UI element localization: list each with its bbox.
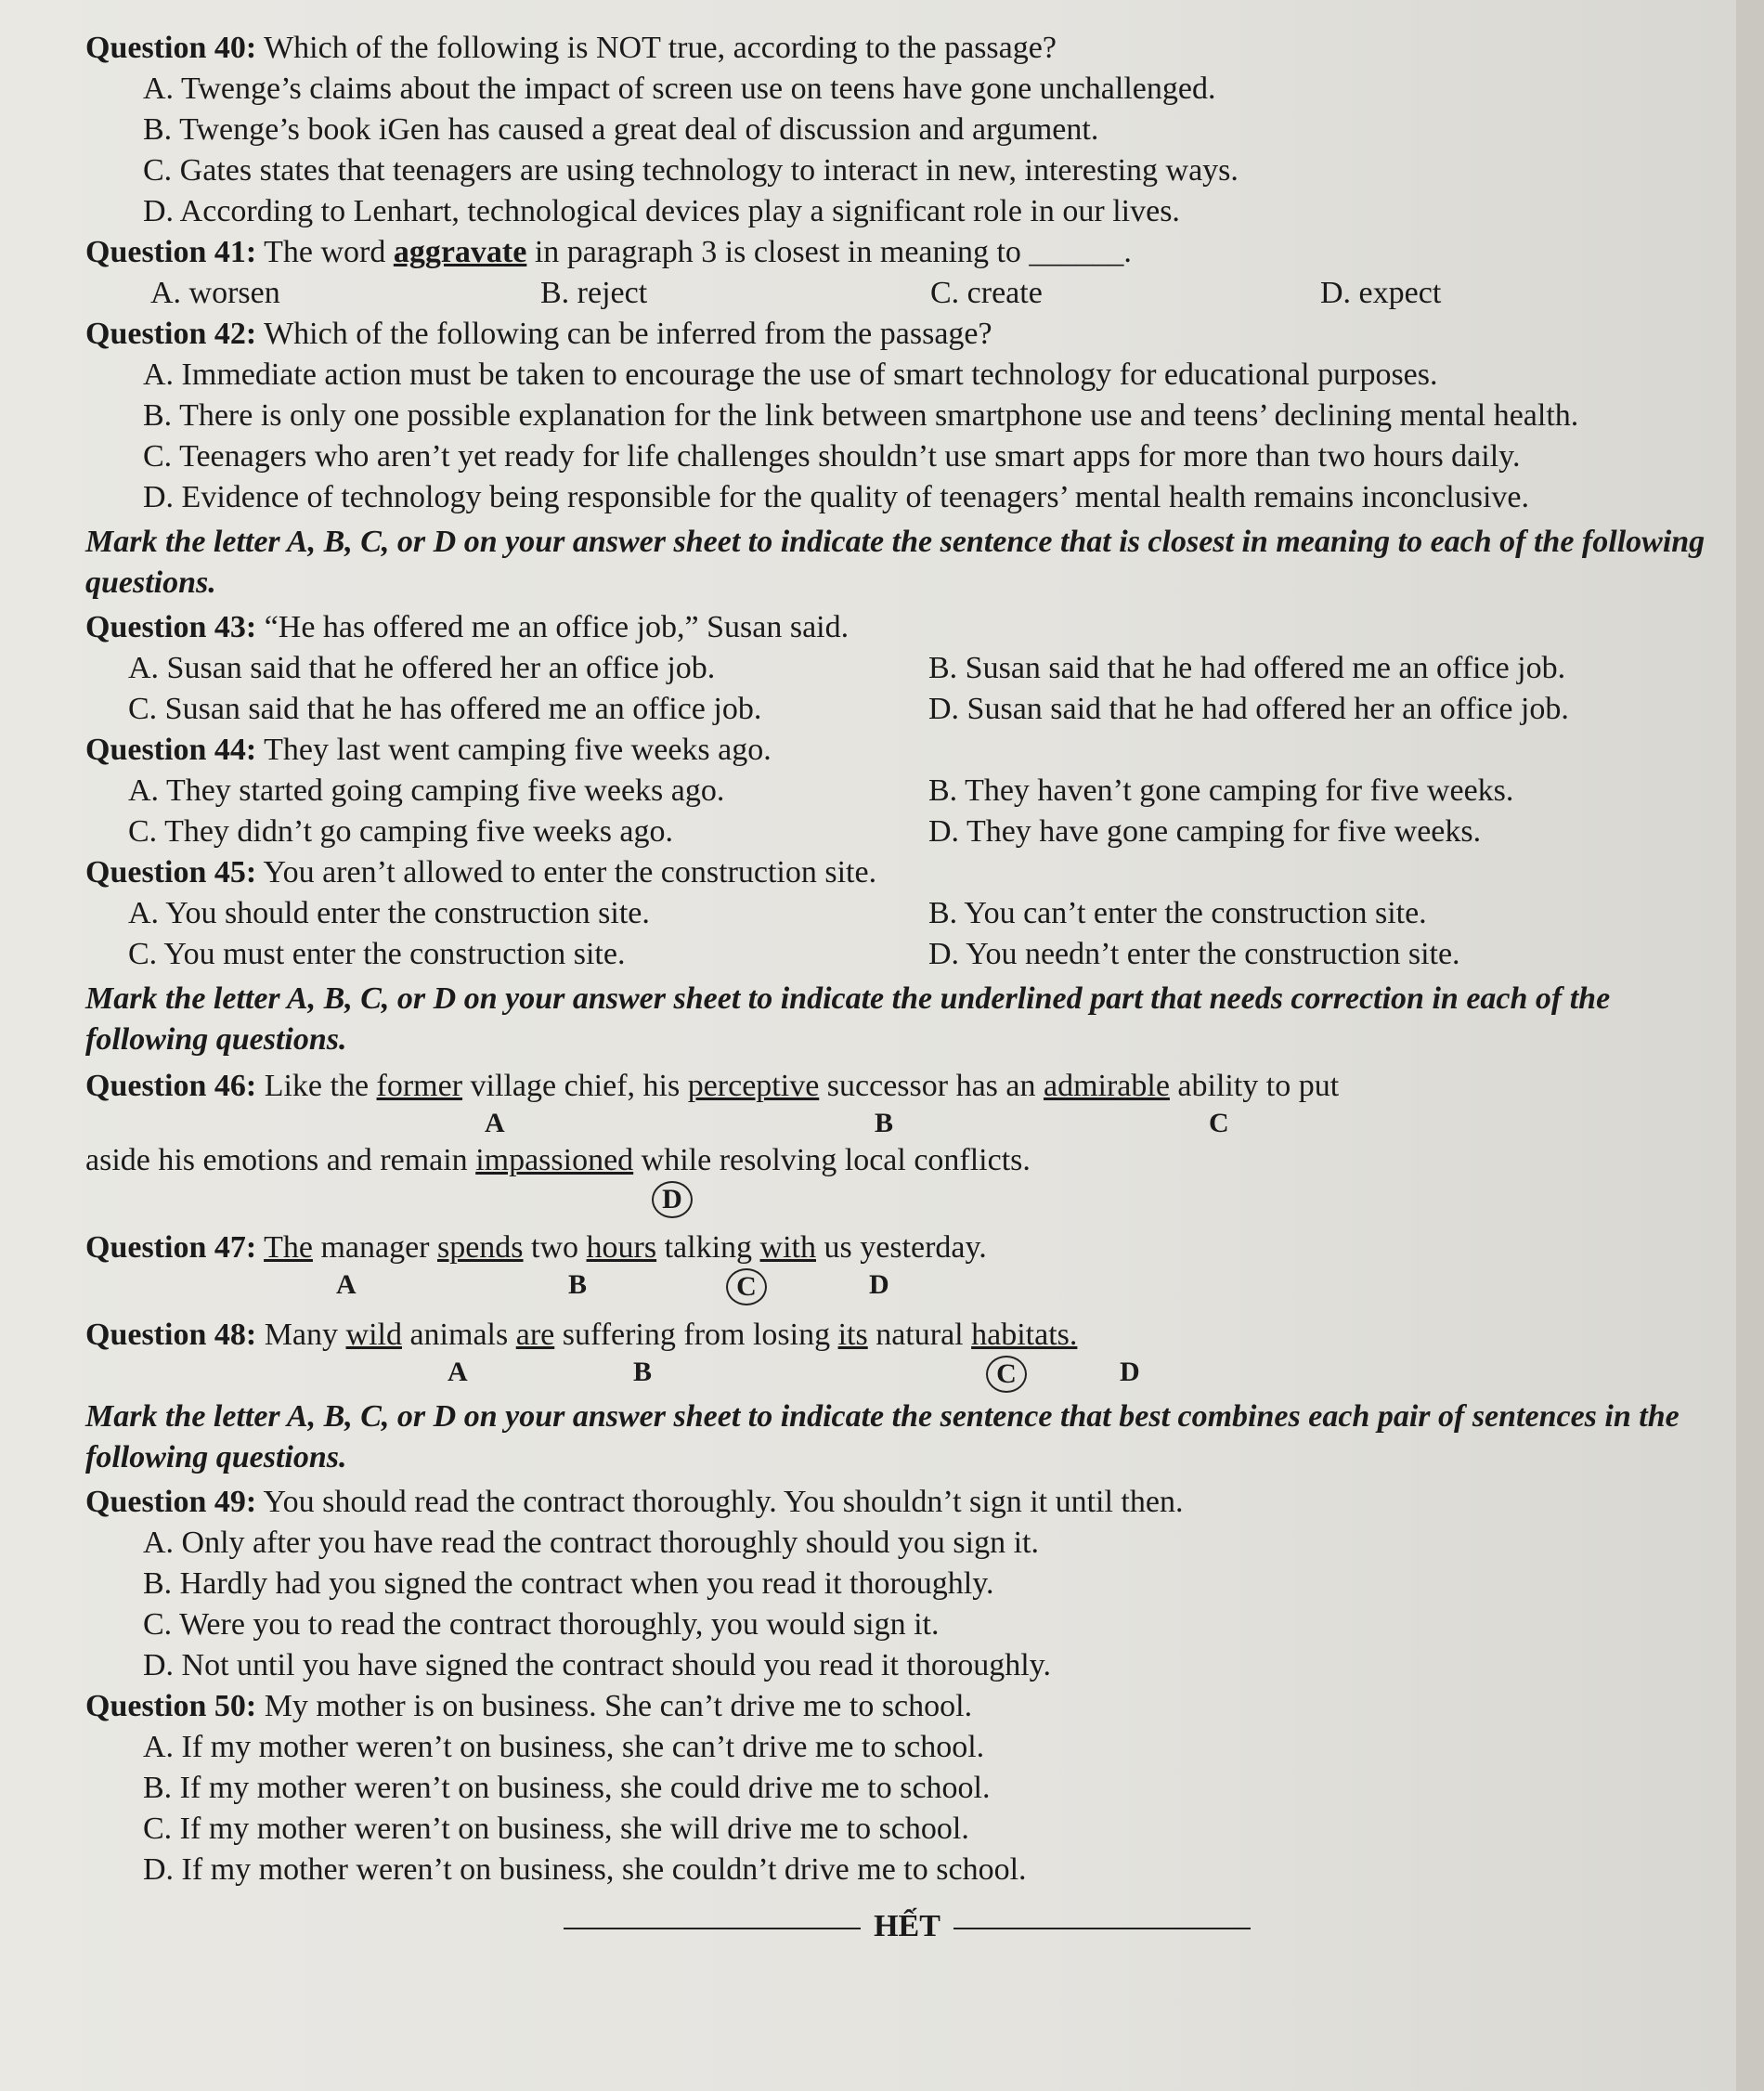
option-d: D. You needn’t enter the construction site.: [928, 937, 1460, 971]
part-labels: [85, 1107, 1729, 1140]
question-text: They last went camping five weeks ago.: [264, 733, 772, 767]
question-46-continued: [85, 1140, 1729, 1181]
underlined-part-a: former: [376, 1069, 463, 1103]
option-c: C. Susan said that he has offered me an office job.: [128, 692, 762, 726]
option-b: B. Twenge’s book iGen has caused a great deal of discussion and argument.: [143, 112, 1099, 147]
question-number: Question 47:: [85, 1230, 257, 1265]
option-c: C. Were you to read the contract thoroughly, you would sign it.: [143, 1607, 940, 1642]
sentence-part: successor has an: [826, 1069, 1036, 1103]
label-d: D: [869, 1269, 889, 1300]
exam-content: [85, 28, 1729, 1944]
underlined-part-a: wild: [345, 1318, 402, 1352]
sentence-part: two: [531, 1230, 579, 1265]
option-d: D. Evidence of technology being responsible for the quality of teenagers’ mental health remains inconclusive.: [143, 480, 1529, 514]
question-49: [85, 1482, 1729, 1523]
question-text: “He has offered me an office job,” Susan said.: [264, 610, 850, 644]
underlined-part-c: hours: [586, 1230, 657, 1265]
option-c: C. create: [930, 276, 1043, 310]
option-c: C. They didn’t go camping five weeks ago.: [128, 814, 674, 849]
question-number: Question 42:: [85, 317, 257, 351]
divider: [564, 1928, 861, 1929]
option-c: C. You must enter the construction site.: [128, 937, 626, 971]
option-a: A. If my mother weren’t on business, she can’t drive me to school.: [143, 1730, 985, 1764]
label-c-circled: C: [986, 1356, 1027, 1393]
label-a: A: [336, 1269, 357, 1300]
sentence-part: manager: [320, 1230, 430, 1265]
label-b: B: [633, 1357, 653, 1387]
options-row: [85, 771, 1729, 812]
sentence-part: natural: [876, 1318, 964, 1352]
sentence-part: village chief, his: [470, 1069, 681, 1103]
question-50: [85, 1686, 1729, 1727]
option-b: B. Susan said that he had offered me an office job.: [928, 651, 1566, 685]
question-46: [85, 1066, 1729, 1107]
options-row: [85, 934, 1729, 975]
sentence-part: talking: [664, 1230, 753, 1265]
option-d: D. Susan said that he had offered her an office job.: [928, 692, 1569, 726]
label-b: B: [875, 1108, 894, 1138]
sentence-part: suffering from losing: [562, 1318, 831, 1352]
option-c: C. Teenagers who aren’t yet ready for life challenges shouldn’t use smart apps for more than two hours daily.: [143, 439, 1521, 474]
section-instruction: Mark the letter A, B, C, or D on your answer sheet to indicate the underlined part that needs correction in each of the following questions.: [85, 981, 1611, 1057]
divider: [953, 1928, 1251, 1929]
sentence-part: us yesterday.: [824, 1230, 987, 1265]
end-marker: [85, 1909, 1729, 1944]
underlined-part-d: habitats.: [971, 1318, 1078, 1352]
question-number: Question 46:: [85, 1069, 257, 1103]
options-row: [85, 893, 1729, 934]
option-a: A. Susan said that he offered her an office job.: [128, 651, 716, 685]
option-a: A. Twenge’s claims about the impact of screen use on teens have gone unchallenged.: [143, 71, 1216, 106]
option-d: D. Not until you have signed the contract should you read it thoroughly.: [143, 1648, 1051, 1682]
sentence-part: while resolving local conflicts.: [641, 1143, 1031, 1177]
sentence-part: Like the: [264, 1069, 370, 1103]
label-c: C: [1209, 1108, 1229, 1138]
option-b: B. There is only one possible explanation for the link between smartphone use and teens’ declining mental health.: [143, 398, 1579, 433]
option-b: B. They haven’t gone camping for five weeks.: [928, 773, 1514, 808]
end-text: HẾT: [874, 1909, 940, 1943]
question-47: [85, 1227, 1729, 1268]
question-number: Question 45:: [85, 855, 257, 890]
label-a: A: [447, 1357, 468, 1387]
question-text: My mother is on business. She can’t drive me to school.: [264, 1689, 973, 1723]
question-text: Which of the following is NOT true, according to the passage?: [264, 31, 1057, 65]
question-44: [85, 730, 1729, 771]
option-c: C. If my mother weren’t on business, she will drive me to school.: [143, 1812, 969, 1846]
option-b: B. Hardly had you signed the contract when you read it thoroughly.: [143, 1566, 994, 1601]
label-d-circled: D: [652, 1181, 693, 1218]
underlined-word: aggravate: [393, 235, 527, 269]
option-b: B. You can’t enter the construction site.: [928, 896, 1427, 930]
sentence-part: animals: [409, 1318, 509, 1352]
underlined-part-d: impassioned: [475, 1143, 634, 1177]
question-40: [85, 28, 1729, 69]
underlined-part-a: The: [264, 1230, 313, 1265]
underlined-part-b: perceptive: [687, 1069, 820, 1103]
question-text: Which of the following can be inferred from the passage?: [264, 317, 992, 351]
part-labels: [85, 1181, 1729, 1218]
underlined-part-c: its: [837, 1318, 868, 1352]
option-a: A. Only after you have read the contract thoroughly should you sign it.: [143, 1526, 1039, 1560]
label-d: D: [1120, 1357, 1140, 1387]
question-number: Question 50:: [85, 1689, 257, 1723]
question-43: [85, 607, 1729, 648]
option-d: D. expect: [1320, 276, 1442, 310]
options-row: [85, 689, 1729, 730]
option-d: D. If my mother weren’t on business, she couldn’t drive me to school.: [143, 1852, 1027, 1887]
option-b: B. If my mother weren’t on business, she could drive me to school.: [143, 1771, 991, 1805]
question-number: Question 43:: [85, 610, 257, 644]
underlined-part-d: with: [759, 1230, 816, 1265]
options-row: [85, 812, 1729, 852]
question-42: [85, 314, 1729, 355]
option-d: D. They have gone camping for five weeks.: [928, 814, 1482, 849]
question-number: Question 44:: [85, 733, 257, 767]
option-a: A. worsen: [150, 276, 280, 310]
option-a: A. They started going camping five weeks ago.: [128, 773, 725, 808]
underlined-part-b: are: [515, 1318, 555, 1352]
question-45: [85, 852, 1729, 893]
label-a: A: [485, 1108, 505, 1138]
part-labels: [85, 1268, 1729, 1305]
question-text: in paragraph 3 is closest in meaning to ______.: [534, 235, 1132, 269]
option-c: C. Gates states that teenagers are using technology to interact in new, interesting ways.: [143, 153, 1239, 188]
underlined-part-c: admirable: [1043, 1069, 1170, 1103]
section-instruction: Mark the letter A, B, C, or D on your answer sheet to indicate the sentence that best combines each pair of sentences in the following questions.: [85, 1399, 1680, 1474]
sentence-part: aside his emotions and remain: [85, 1143, 468, 1177]
part-labels: [85, 1356, 1729, 1393]
options-row: [85, 648, 1729, 689]
underlined-part-b: spends: [436, 1230, 524, 1265]
question-number: Question 41:: [85, 235, 257, 269]
sentence-part: Many: [264, 1318, 339, 1352]
question-number: Question 40:: [85, 31, 257, 65]
question-text: The word: [264, 235, 386, 269]
question-number: Question 49:: [85, 1485, 257, 1519]
label-b: B: [568, 1269, 588, 1300]
question-number: Question 48:: [85, 1318, 257, 1352]
question-41: [85, 232, 1729, 273]
sentence-part: ability to put: [1177, 1069, 1340, 1103]
question-text: You should read the contract thoroughly. You shouldn’t sign it until then.: [263, 1485, 1184, 1519]
page-edge: [1736, 0, 1764, 2091]
option-a: A. You should enter the construction site.: [128, 896, 650, 930]
label-c-circled: C: [726, 1268, 767, 1305]
option-a: A. Immediate action must be taken to encourage the use of smart technology for educational purposes.: [143, 357, 1438, 392]
option-b: B. reject: [540, 276, 648, 310]
options-row: [85, 273, 1729, 314]
question-text: You aren’t allowed to enter the construction site.: [263, 855, 877, 890]
question-48: [85, 1315, 1729, 1356]
option-d: D. According to Lenhart, technological devices play a significant role in our lives.: [143, 194, 1180, 228]
section-instruction: Mark the letter A, B, C, or D on your answer sheet to indicate the sentence that is closest in meaning to each of the following questions.: [85, 525, 1706, 600]
